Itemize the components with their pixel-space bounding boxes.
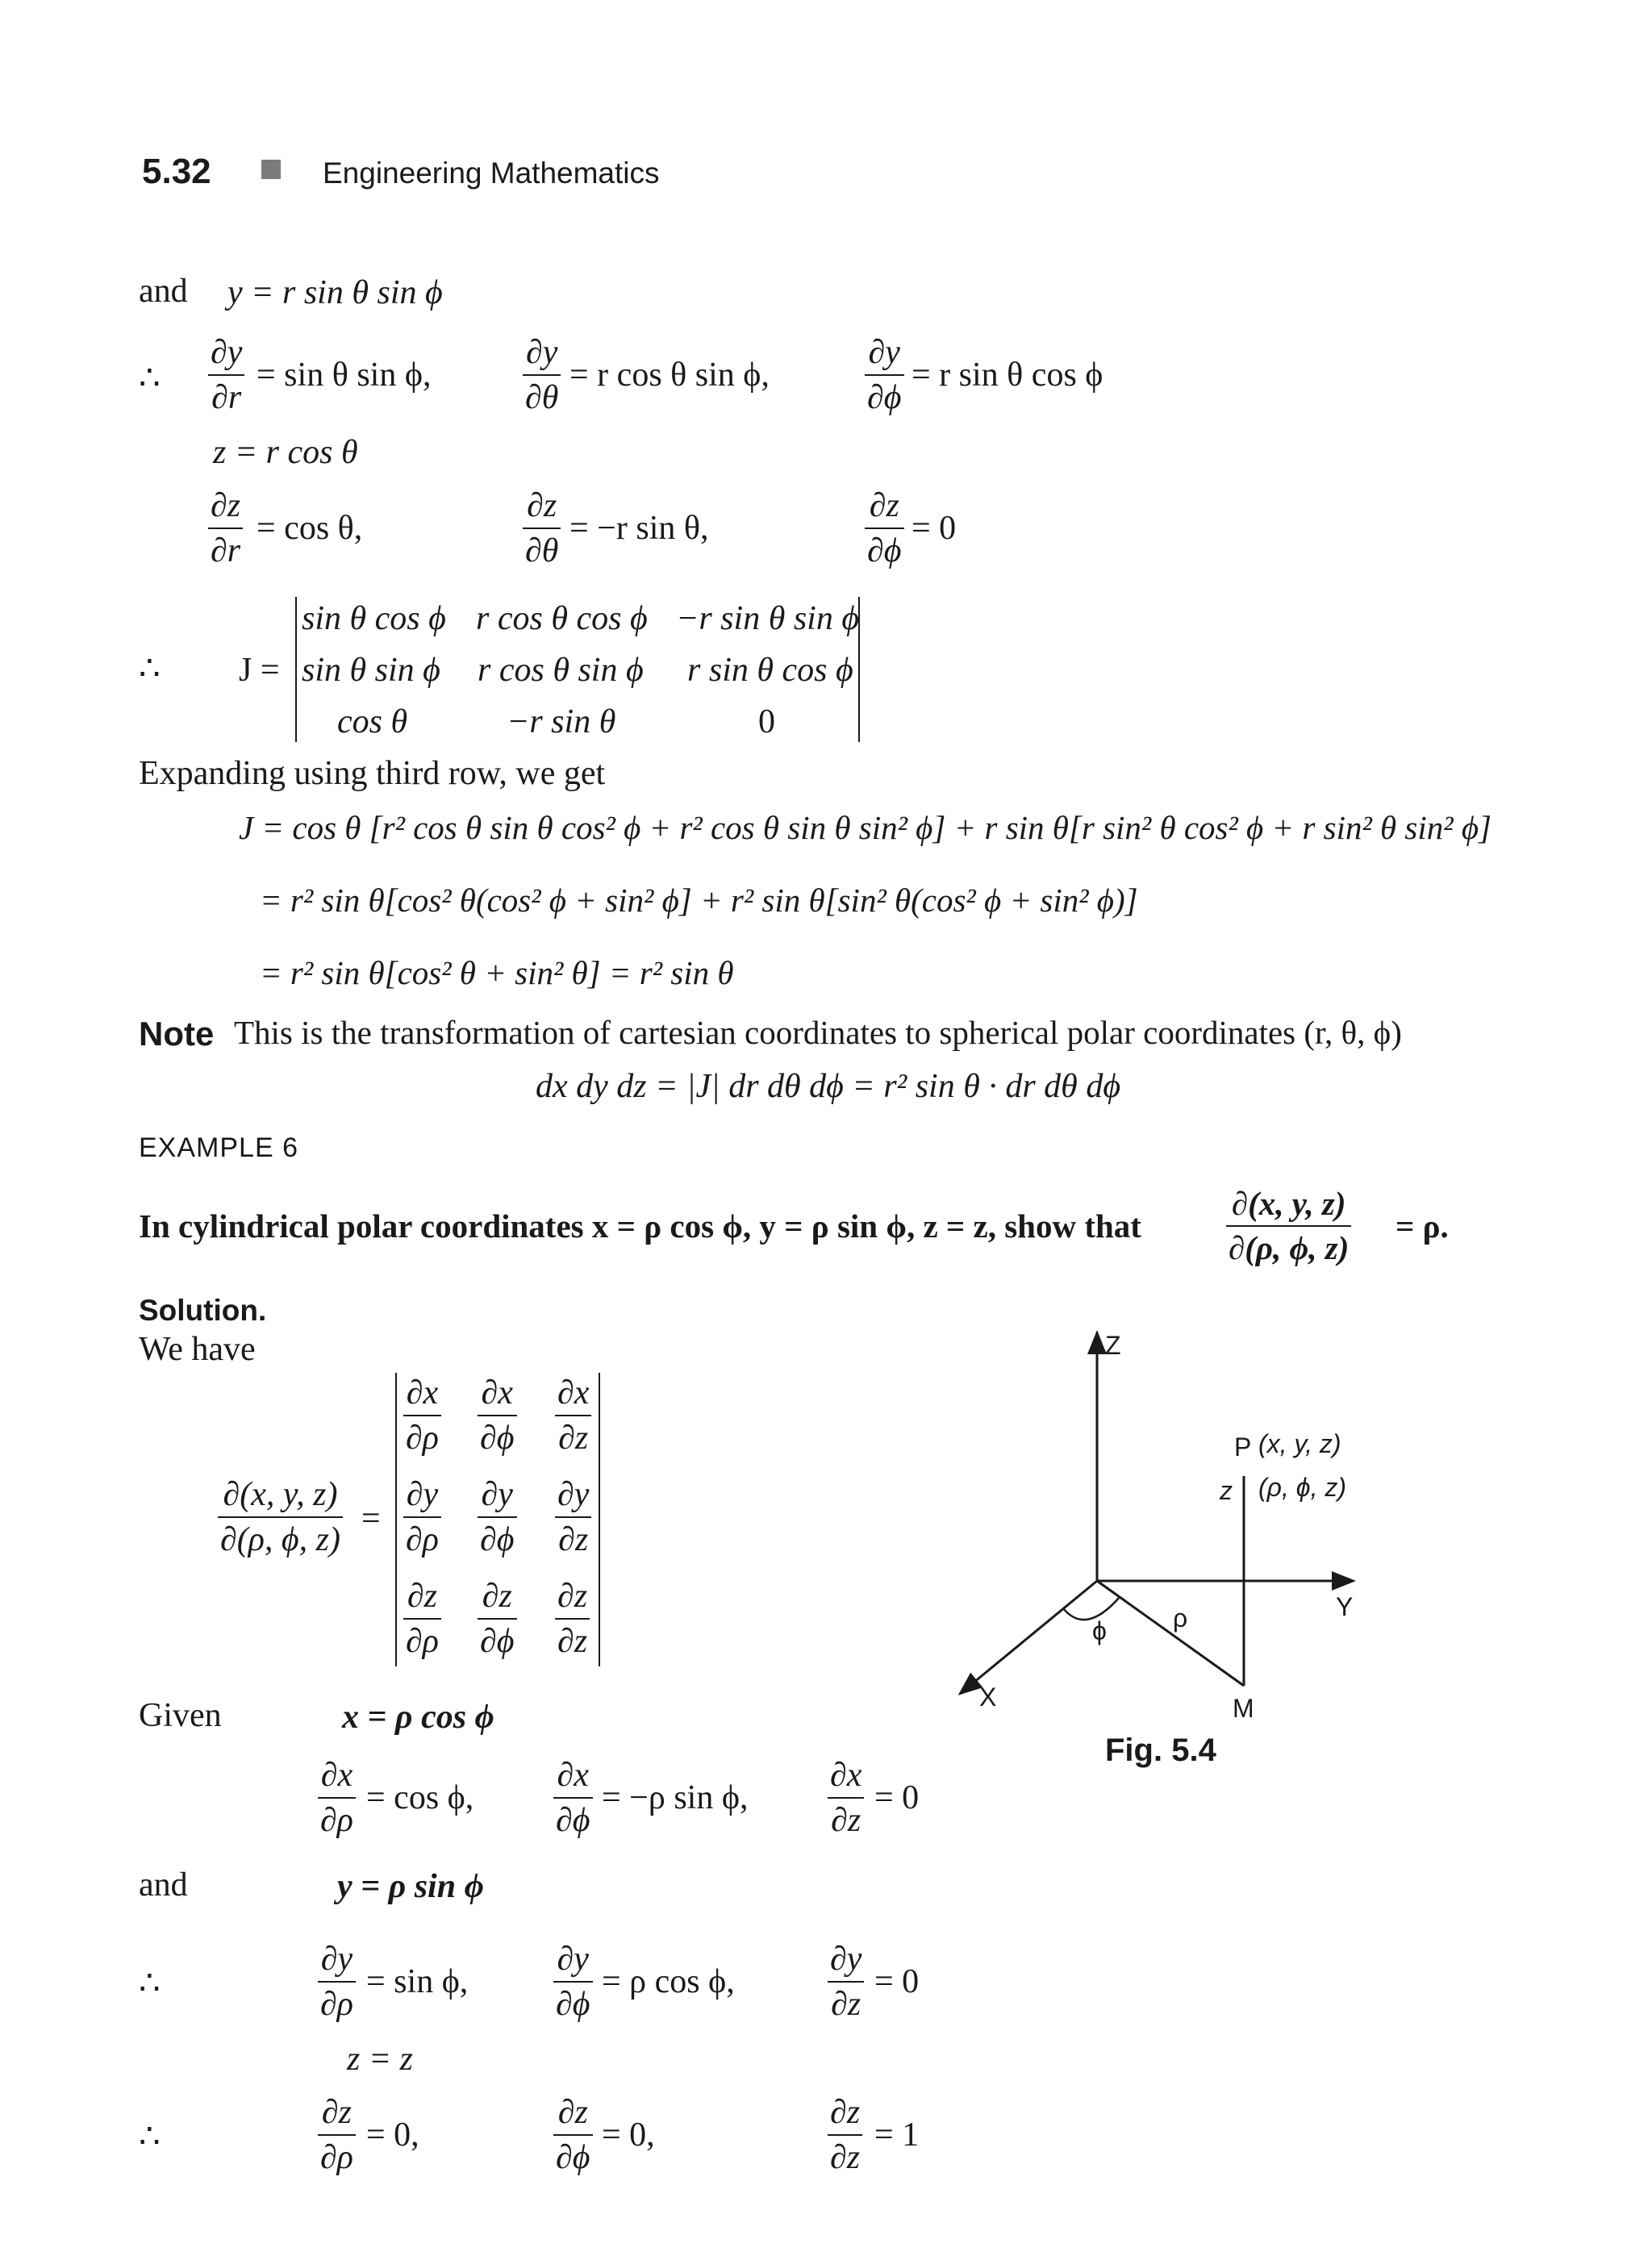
z-definition: z = z	[347, 2041, 414, 2078]
dx-drho-rhs: = cos ϕ,	[366, 1779, 474, 1816]
page-number: 5.32	[142, 152, 211, 191]
phi-label: ϕ	[1092, 1616, 1107, 1645]
dy-dphi-rhs: = r sin θ cos ϕ	[912, 357, 1103, 394]
dz-dphi-rhs: = 0,	[602, 2116, 655, 2154]
y-axis-label: Y	[1336, 1592, 1354, 1621]
we-have-text: We have	[139, 1331, 256, 1368]
example-jacobian-fraction: $\frac{\partial(x, y, z)}{\partial(\rho, \phi, z)}$	[1226, 1187, 1351, 1265]
matrix-cell: 0	[758, 703, 775, 740]
book-title: Engineering Mathematics	[323, 156, 660, 190]
fraction-dz-dr: $\frac{\partial z}{\partial r}$	[208, 489, 243, 568]
z-height-label: z	[1220, 1476, 1233, 1505]
dy-dr-rhs: = sin θ sin ϕ,	[257, 357, 432, 394]
point-cartesian-coords: (x, y, z)	[1258, 1429, 1341, 1458]
fraction-dy-dphi: $\frac{\partial y}{\partial\phi}$	[553, 1942, 593, 2021]
matrix-cell: r sin θ cos ϕ	[687, 652, 853, 689]
note-text: This is the transformation of cartesian coordinates to spherical polar coordinates (r, θ, ϕ)	[234, 1014, 1402, 1051]
expansion-line-3: = r² sin θ[cos² θ + sin² θ] = r² sin θ	[260, 954, 734, 991]
matrix-cell: −r sin θ sin ϕ	[676, 600, 860, 637]
fraction-dz-dphi: $\frac{\partial z}{\partial\phi}$	[553, 2095, 593, 2175]
matrix-cell: −r sin θ	[507, 703, 616, 740]
fraction-dx-dphi: $\frac{\partial x}{\partial\phi}$	[553, 1758, 593, 1837]
dz-drho-rhs: = 0,	[366, 2116, 419, 2154]
example-statement: In cylindrical polar coordinates x = ρ cos ϕ, y = ρ sin ϕ, z = z, show that	[139, 1207, 1141, 1245]
therefore-symbol: ∴	[139, 2118, 161, 2155]
fraction-dy-dr: $\frac{\partial y}{\partial r}$	[208, 336, 244, 415]
z-definition: z = r cos θ	[213, 434, 358, 471]
det-entry: $\frac{\partial z}{\partial z}$	[555, 1579, 590, 1658]
fraction-dx-drho: $\frac{\partial x}{\partial\rho}$	[318, 1758, 356, 1837]
solution-lhs-fraction: $\frac{\partial(x, y, z)}{\partial(\rho, \phi, z)}$	[218, 1478, 343, 1557]
x-axis-label: X	[979, 1683, 997, 1712]
x-axis	[960, 1581, 1097, 1694]
example-statement-end: = ρ.	[1395, 1207, 1449, 1245]
fraction-dy-dphi: $\frac{\partial y}{\partial\phi}$	[865, 336, 904, 415]
dy-dz-rhs: = 0	[874, 1963, 920, 2000]
rho-label: ρ	[1173, 1603, 1188, 1633]
x-definition: x = ρ cos ϕ	[342, 1699, 494, 1736]
matrix-cell: r cos θ sin ϕ	[478, 652, 644, 689]
given-label: Given	[139, 1697, 222, 1734]
expansion-line-1: J = cos θ [r² cos θ sin θ cos² ϕ + r² cos θ sin θ sin² ϕ] + r sin θ[r sin² θ cos² ϕ + r sin² θ sin² ϕ]	[239, 809, 1491, 846]
y-definition: y = ρ sin ϕ	[337, 1868, 484, 1905]
header-square-icon	[261, 160, 281, 179]
det-entry: $\frac{\partial z}{\partial\rho}$	[403, 1579, 441, 1658]
note-label: Note	[139, 1015, 215, 1053]
det-entry: $\frac{\partial x}{\partial z}$	[555, 1376, 591, 1455]
fraction-dz-dtheta: $\frac{\partial z}{\partial\theta}$	[523, 489, 561, 568]
cylindrical-coordinates-figure	[928, 1315, 1412, 1734]
point-cylindrical-coords: (ρ, ϕ, z)	[1258, 1473, 1346, 1502]
therefore-symbol: ∴	[139, 650, 161, 687]
fraction-dx-dz: $\frac{\partial x}{\partial z}$	[828, 1758, 864, 1837]
dx-dphi-rhs: = −ρ sin ϕ,	[602, 1779, 749, 1816]
matrix-cell: cos θ	[337, 703, 408, 740]
det-entry: $\frac{\partial z}{\partial\phi}$	[478, 1579, 517, 1658]
fraction-dy-dtheta: $\frac{\partial y}{\partial\theta}$	[523, 336, 561, 415]
expansion-line-2: = r² sin θ[cos² θ(cos² ϕ + sin² ϕ] + r² sin θ[sin² θ(cos² ϕ + sin² ϕ)]	[260, 882, 1138, 919]
determinant-right-bar	[599, 1373, 600, 1666]
z-axis-label: Z	[1105, 1331, 1121, 1360]
fraction-dz-dphi: $\frac{\partial z}{\partial\phi}$	[865, 489, 904, 568]
det-entry: $\frac{\partial x}{\partial\rho}$	[403, 1376, 441, 1455]
matrix-cell: sin θ sin ϕ	[302, 652, 440, 689]
dy-drho-rhs: = sin ϕ,	[366, 1963, 469, 2000]
jacobian-label: J =	[239, 652, 280, 689]
fraction-dy-dz: $\frac{\partial y}{\partial z}$	[828, 1942, 864, 2021]
fraction-dz-drho: $\frac{\partial z}{\partial\rho}$	[318, 2095, 356, 2175]
determinant-left-bar	[295, 597, 297, 742]
fraction-dy-drho: $\frac{\partial y}{\partial\rho}$	[318, 1942, 356, 2021]
m-point-label: M	[1233, 1694, 1254, 1723]
therefore-symbol: ∴	[139, 1965, 161, 2002]
dz-dz-rhs: = 1	[874, 2116, 920, 2154]
therefore-symbol: ∴	[139, 360, 161, 397]
point-label: P	[1234, 1432, 1252, 1462]
solution-equals: =	[361, 1500, 381, 1537]
matrix-cell: r cos θ cos ϕ	[476, 600, 648, 637]
dx-dz-rhs: = 0	[874, 1779, 920, 1816]
dy-dphi-rhs: = ρ cos ϕ,	[602, 1963, 735, 2000]
det-entry: $\frac{\partial y}{\partial\phi}$	[478, 1478, 517, 1557]
determinant-left-bar	[395, 1373, 397, 1666]
dz-dtheta-rhs: = −r sin θ,	[569, 510, 709, 547]
fraction-dz-dz: $\frac{\partial z}{\partial z}$	[828, 2095, 862, 2175]
expanding-text: Expanding using third row, we get	[139, 755, 606, 792]
dy-dtheta-rhs: = r cos θ sin ϕ,	[569, 357, 770, 394]
det-entry: $\frac{\partial y}{\partial\rho}$	[403, 1478, 441, 1557]
dz-dphi-rhs: = 0	[912, 510, 957, 547]
dz-dr-rhs: = cos θ,	[257, 510, 363, 547]
y-definition: y = r sin θ sin ϕ	[227, 274, 443, 311]
and-label: and	[139, 273, 188, 310]
volume-element: dx dy dz = |J| dr dθ dϕ = r² sin θ · dr dθ dϕ	[536, 1068, 1121, 1105]
example-label: EXAMPLE 6	[139, 1132, 298, 1163]
figure-caption: Fig. 5.4	[1105, 1733, 1216, 1768]
and-label: and	[139, 1866, 188, 1904]
det-entry: $\frac{\partial y}{\partial z}$	[555, 1478, 591, 1557]
solution-label: Solution.	[139, 1294, 267, 1327]
matrix-cell: sin θ cos ϕ	[302, 600, 446, 637]
det-entry: $\frac{\partial x}{\partial\phi}$	[478, 1376, 517, 1455]
